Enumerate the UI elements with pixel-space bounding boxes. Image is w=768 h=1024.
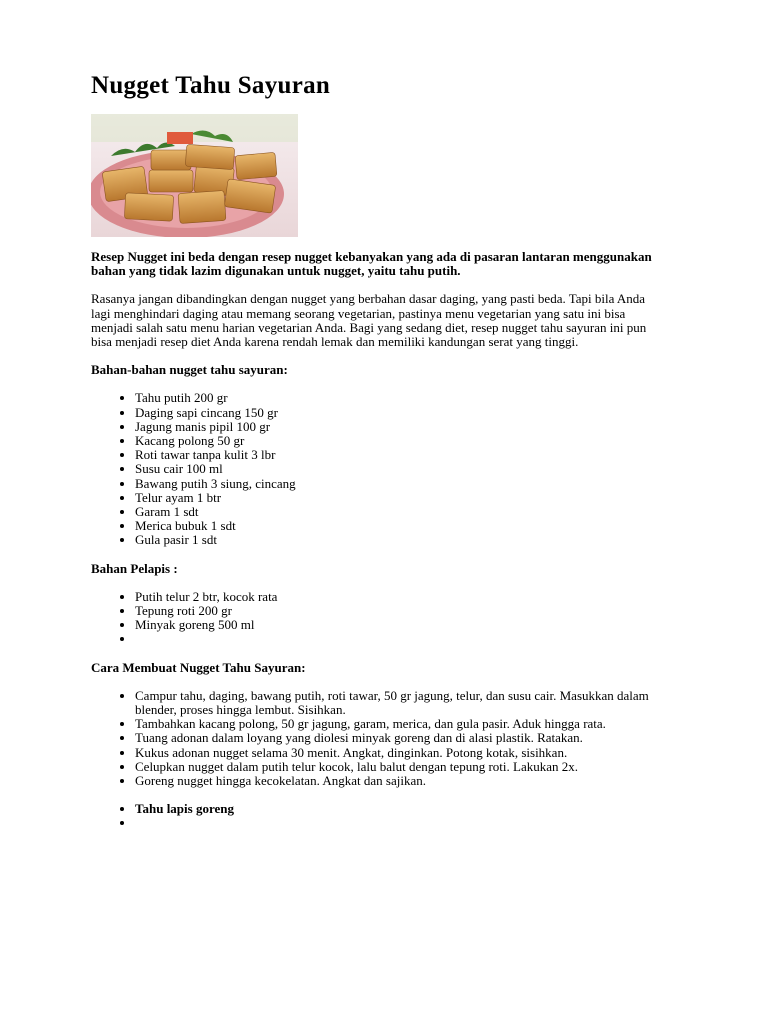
coating-heading: Bahan Pelapis :: [91, 560, 178, 576]
intro-bold-paragraph: Resep Nugget ini beda dengan resep nugget kebanyakan yang ada di pasaran lantaran menggunakan bahan yang tidak lazim digunakan untuk nugget, yaitu tahu putih.: [91, 249, 652, 279]
list-item: • Bawang putih 3 siung, cincang: [135, 477, 666, 491]
list-item: • Telur ayam 1 btr: [135, 491, 666, 505]
list-item: • Celupkan nugget dalam putih telur kocok, lalu balut dengan tepung roti. Lakukan 2x.: [135, 760, 666, 774]
coating-list: [91, 590, 666, 647]
list-item: • Daging sapi cincang 150 gr: [135, 406, 666, 420]
list-item: • Campur tahu, daging, bawang putih, roti tawar, 50 gr jagung, telur, dan susu cair. Masukkan dalam blender, proses hingga lembut. Sisihkan.: [135, 689, 666, 717]
page-title: Nugget Tahu Sayuran: [91, 72, 331, 99]
empty-list-item: [135, 816, 666, 830]
list-item: • Susu cair 100 ml: [135, 462, 666, 476]
list-item: • Kacang polong 50 gr: [135, 434, 666, 448]
list-item: • Roti tawar tanpa kulit 3 lbr: [135, 448, 666, 462]
method-list: [91, 689, 666, 788]
ingredients-heading: Bahan-bahan nugget tahu sayuran:: [91, 362, 288, 378]
list-item: • Jagung manis pipil 100 gr: [135, 420, 666, 434]
list-item: • Putih telur 2 btr, kocok rata: [135, 590, 666, 604]
list-item: • Gula pasir 1 sdt: [135, 533, 666, 547]
recipe-content: [91, 250, 666, 845]
fried-nuggets-image: [91, 114, 298, 237]
list-item: • Tahu lapis goreng: [135, 802, 666, 816]
next-recipe-list: [91, 802, 666, 830]
list-item: • Kukus adonan nugget selama 30 menit. Angkat, dinginkan. Potong kotak, sisihkan.: [135, 746, 666, 760]
empty-list-item: [135, 632, 666, 646]
list-item: • Tepung roti 200 gr: [135, 604, 666, 618]
list-item: • Tahu putih 200 gr: [135, 391, 666, 405]
ingredients-list: [91, 391, 666, 547]
list-item: • Tambahkan kacang polong, 50 gr jagung, garam, merica, dan gula pasir. Aduk hingga rata.: [135, 717, 666, 731]
list-item: • Tuang adonan dalam loyang yang diolesi minyak goreng dan di alasi plastik. Ratakan.: [135, 731, 666, 745]
list-item: • Garam 1 sdt: [135, 505, 666, 519]
list-item: • Merica bubuk 1 sdt: [135, 519, 666, 533]
list-item: • Goreng nugget hingga kecokelatan. Angkat dan sajikan.: [135, 774, 666, 788]
nugget-photo: [91, 114, 298, 237]
intro-paragraph: Rasanya jangan dibandingkan dengan nugget yang berbahan dasar daging, yang pasti beda. Tapi bila Anda lagi menghindari daging atau memang seorang vegetarian, pastinya menu vegetarian yang satu ini bisa menjadi salah satu menu harian vegetarian Anda. Bagi yang sedang diet, resep nugget tahu sayuran ini pun bisa menjadi resep diet Anda karena rendah lemak dan memiliki kandungan serat yang tinggi.: [91, 291, 647, 350]
method-heading: Cara Membuat Nugget Tahu Sayuran:: [91, 659, 306, 675]
list-item: • Minyak goreng 500 ml: [135, 618, 666, 632]
